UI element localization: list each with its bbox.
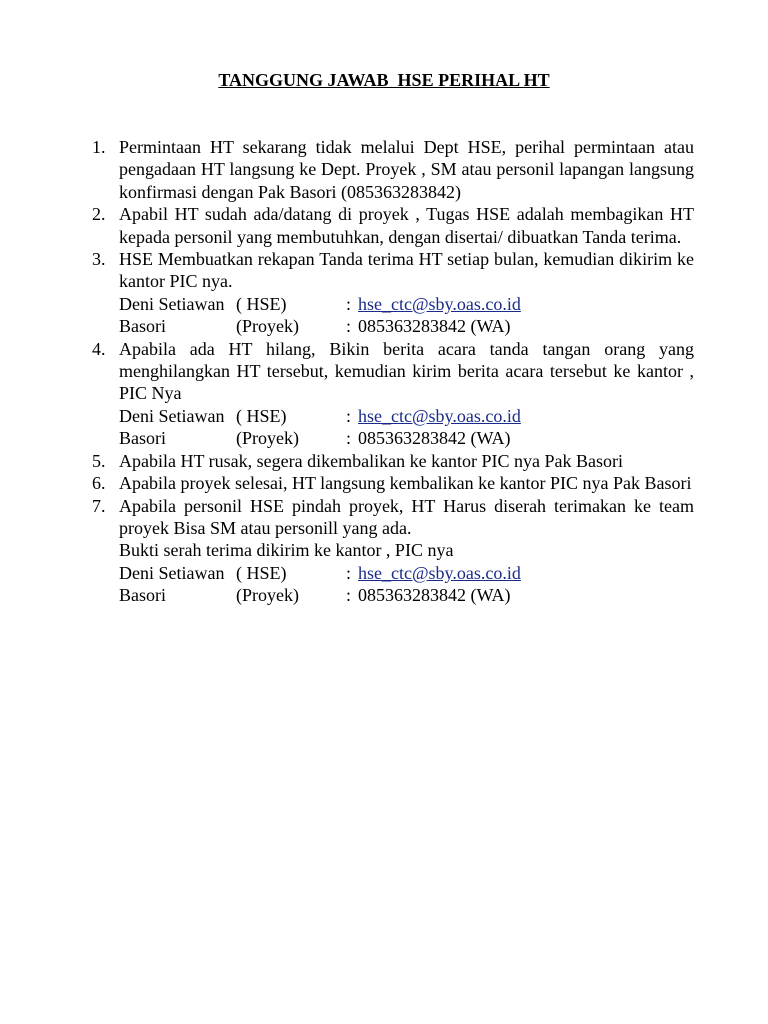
phone-number: 085363283842 (WA) [358, 585, 511, 606]
contact-role: ( HSE) [236, 562, 287, 583]
email-link[interactable]: hse_ctc@sby.oas.co.id [358, 293, 521, 314]
contact-name: Basori [119, 428, 166, 449]
item-text: Apabila proyek selesai, HT langsung kembalikan ke kantor PIC nya Pak Basori [119, 473, 692, 494]
contact-row-proyek [119, 315, 694, 337]
contact-name: Basori [119, 585, 166, 606]
contact-role: (Proyek) [236, 316, 299, 337]
item-text: Apabila personil HSE pindah proyek, HT Harus diserah terimakan ke team proyek Bisa SM atau personill yang ada. [119, 495, 694, 538]
list-item-6 [92, 472, 694, 494]
list-item-5 [92, 450, 694, 472]
phone-number: 085363283842 (WA) [358, 428, 511, 449]
item-text: Permintaan HT sekarang tidak melalui Dept HSE, perihal permintaan atau pengadaan HT langsung ke Dept. Proyek , SM atau personil lapangan langsung konfirmasi dengan Pak Basori (085363283842) [119, 137, 694, 202]
contact-role: ( HSE) [236, 293, 287, 314]
contact-row-proyek [119, 427, 694, 449]
responsibility-list [92, 136, 694, 607]
contact-role: (Proyek) [236, 428, 299, 449]
contact-name: Deni Setiawan [119, 293, 225, 314]
contact-separator: : [346, 316, 352, 337]
item-number: 1. [92, 137, 106, 157]
list-item-3 [92, 248, 694, 338]
email-link[interactable]: hse_ctc@sby.oas.co.id [358, 405, 521, 426]
item-note: Bukti serah terima dikirim ke kantor , PIC nya [119, 540, 454, 561]
contact-separator: : [346, 405, 352, 426]
contact-name: Deni Setiawan [119, 562, 225, 583]
item-text: Apabila HT rusak, segera dikembalikan ke kantor PIC nya Pak Basori [119, 450, 624, 471]
contact-role: (Proyek) [236, 585, 299, 606]
item-number: 7. [92, 495, 106, 516]
list-item-2 [92, 203, 694, 248]
list-item-1 [92, 136, 694, 203]
contact-name: Deni Setiawan [119, 405, 225, 426]
item-number: 5. [92, 450, 106, 471]
contact-row-hse [119, 405, 694, 427]
contact-row-hse [119, 293, 694, 315]
item-text: HSE Membuatkan rekapan Tanda terima HT setiap bulan, kemudian dikirim ke kantor PIC nya. [119, 249, 694, 292]
item-number: 4. [92, 338, 106, 359]
item-number: 2. [92, 204, 106, 225]
list-item-4 [92, 338, 694, 450]
item-number: 6. [92, 473, 106, 494]
contact-separator: : [346, 585, 352, 606]
item-text: Apabil HT sudah ada/datang di proyek , Tugas HSE adalah membagikan HT kepada personil yang membutuhkan, dengan disertai/ dibuatkan Tanda terima. [119, 204, 694, 247]
contact-separator: : [346, 428, 352, 449]
contact-name: Basori [119, 316, 166, 337]
phone-number: 085363283842 (WA) [358, 316, 511, 337]
contact-separator: : [346, 562, 352, 583]
list-item-7 [92, 495, 694, 607]
document-title: TANGGUNG JAWAB HSE PERIHAL HT [218, 70, 550, 90]
email-link[interactable]: hse_ctc@sby.oas.co.id [358, 562, 521, 583]
contact-row-proyek [119, 584, 694, 606]
contact-role: ( HSE) [236, 405, 287, 426]
contact-separator: : [346, 293, 352, 314]
contact-row-hse [119, 562, 694, 584]
item-text: Apabila ada HT hilang, Bikin berita acara tanda tangan orang yang menghilangkan HT tersebut, kemudian kirim berita acara tersebut ke kantor , PIC Nya [119, 338, 694, 404]
item-number: 3. [92, 249, 106, 270]
